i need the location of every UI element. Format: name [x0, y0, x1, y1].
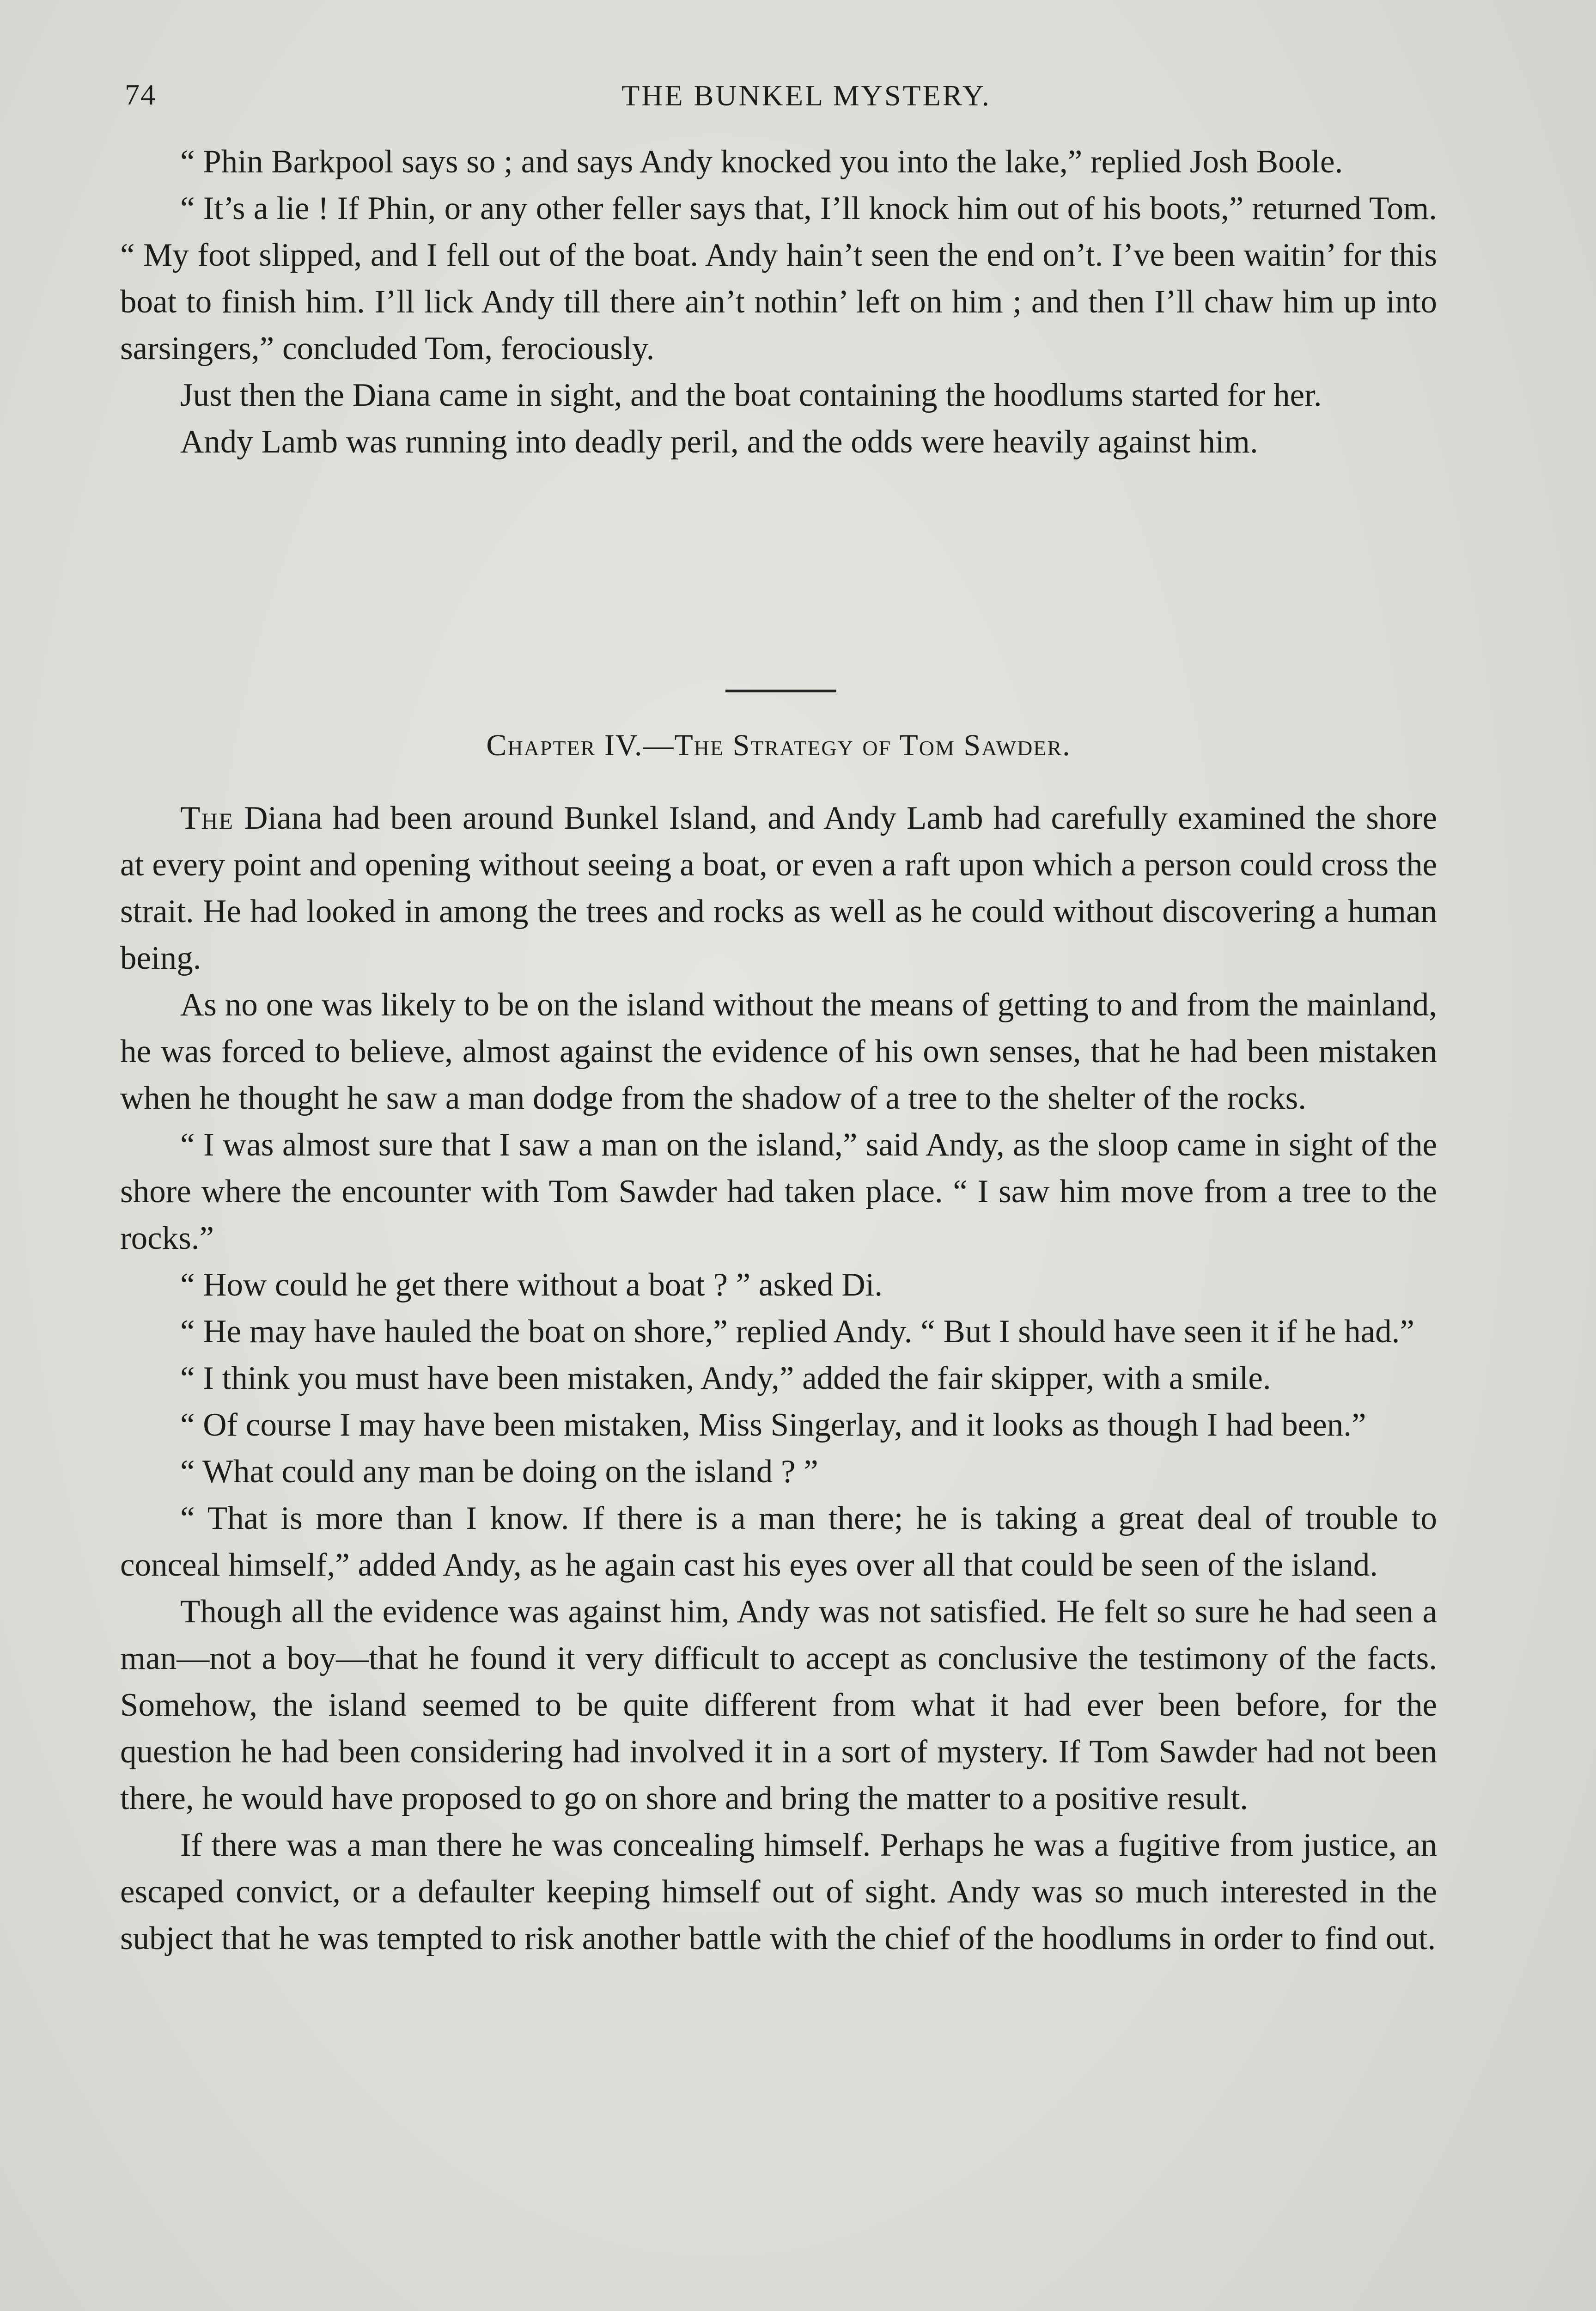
paragraph: “ It’s a lie ! If Phin, or any other feller says that, I’ll knock him out of his boots,” returned Tom. “ My foot slipped, and I fell out of the boat. Andy hain’t seen the end on’t. I’ve been waitin’ for this boat to finish him. I’ll lick Andy till there ain’t nothin’ left on him ; and then I’ll chaw him up into sarsingers,” concluded Tom, ferociously. — [120, 190, 1437, 367]
paragraph: “ He may have hauled the boat on shore,” replied Andy. “ But I should have seen it if he had.” — [180, 1314, 1414, 1350]
paragraph: Andy Lamb was running into deadly peril, and the odds were heavily against him. — [180, 424, 1258, 460]
section-divider — [725, 690, 836, 692]
paragraph: Just then the Diana came in sight, and the boat containing the hoodlums started for her. — [180, 377, 1322, 413]
paragraph: “ I was almost sure that I saw a man on the island,” said Andy, as the sloop came in sight of the shore where the encounter with Tom Sawder had taken place. “ I saw him move from a tree to the rocks.” — [120, 1127, 1437, 1256]
page-header — [125, 69, 1488, 125]
running-title: THE BUNKEL MYSTERY. — [621, 79, 991, 112]
chapter-text-block — [120, 795, 1437, 1962]
paragraph: If there was a man there he was concealing himself. Perhaps he was a fugitive from justice, an escaped convict, or a defaulter keeping himself out of sight. Andy was so much interested in the subject that he was tempted to risk another battle with the chief of the hoodlums in order to find out. — [120, 1827, 1437, 1956]
chapter-heading: Chapter IV.—The Strategy of Tom Sawder. — [486, 728, 1071, 762]
paragraph: “ Of course I may have been mistaken, Miss Singerlay, and it looks as though I had been.” — [180, 1407, 1366, 1443]
paragraph: “ How could he get there without a boat ? ” asked Di. — [180, 1267, 883, 1303]
chapter-opening-paragraph — [120, 795, 1437, 982]
paragraph: As no one was likely to be on the island without the means of getting to and from the mainland, he was forced to believe, almost against the evidence of his own senses, that he had been mistaken when he thought he saw a man dodge from the shadow of a tree to the shelter of the rocks. — [120, 987, 1437, 1116]
paragraph: “ That is more than I know. If there is a man there; he is taking a great deal of trouble to conceal himself,” added Andy, as he again cast his eyes over all that could be seen of the island. — [120, 1500, 1437, 1583]
page-number: 74 — [125, 78, 156, 111]
chapter-opening-text: Diana had been around Bunkel Island, and Andy Lamb had carefully examined the shore at every point and opening without seeing a boat, or even a raft upon which a person could cross the strait. He had looked in among the trees and rocks as well as he could without discovering a human being. — [120, 800, 1437, 976]
paragraph: “ What could any man be doing on the island ? ” — [180, 1454, 818, 1490]
paragraph: “ I think you must have been mistaken, Andy,” added the fair skipper, with a smile. — [180, 1360, 1271, 1396]
opening-text-block — [120, 139, 1437, 465]
chapter-first-word: The — [180, 800, 234, 836]
paragraph: “ Phin Barkpool says so ; and says Andy knocked you into the lake,” replied Josh Boole. — [180, 144, 1343, 180]
paragraph: Though all the evidence was against him, Andy was not satisfied. He felt so sure he had seen a man—not a boy—that he found it very difficult to accept as conclusive the testimony of the facts. Somehow, the island seemed to be quite different from what it had ever been before, for the question he had been considering had involved it in a sort of mystery. If Tom Sawder had not been there, he would have proposed to go on shore and bring the matter to a positive result. — [120, 1594, 1437, 1816]
